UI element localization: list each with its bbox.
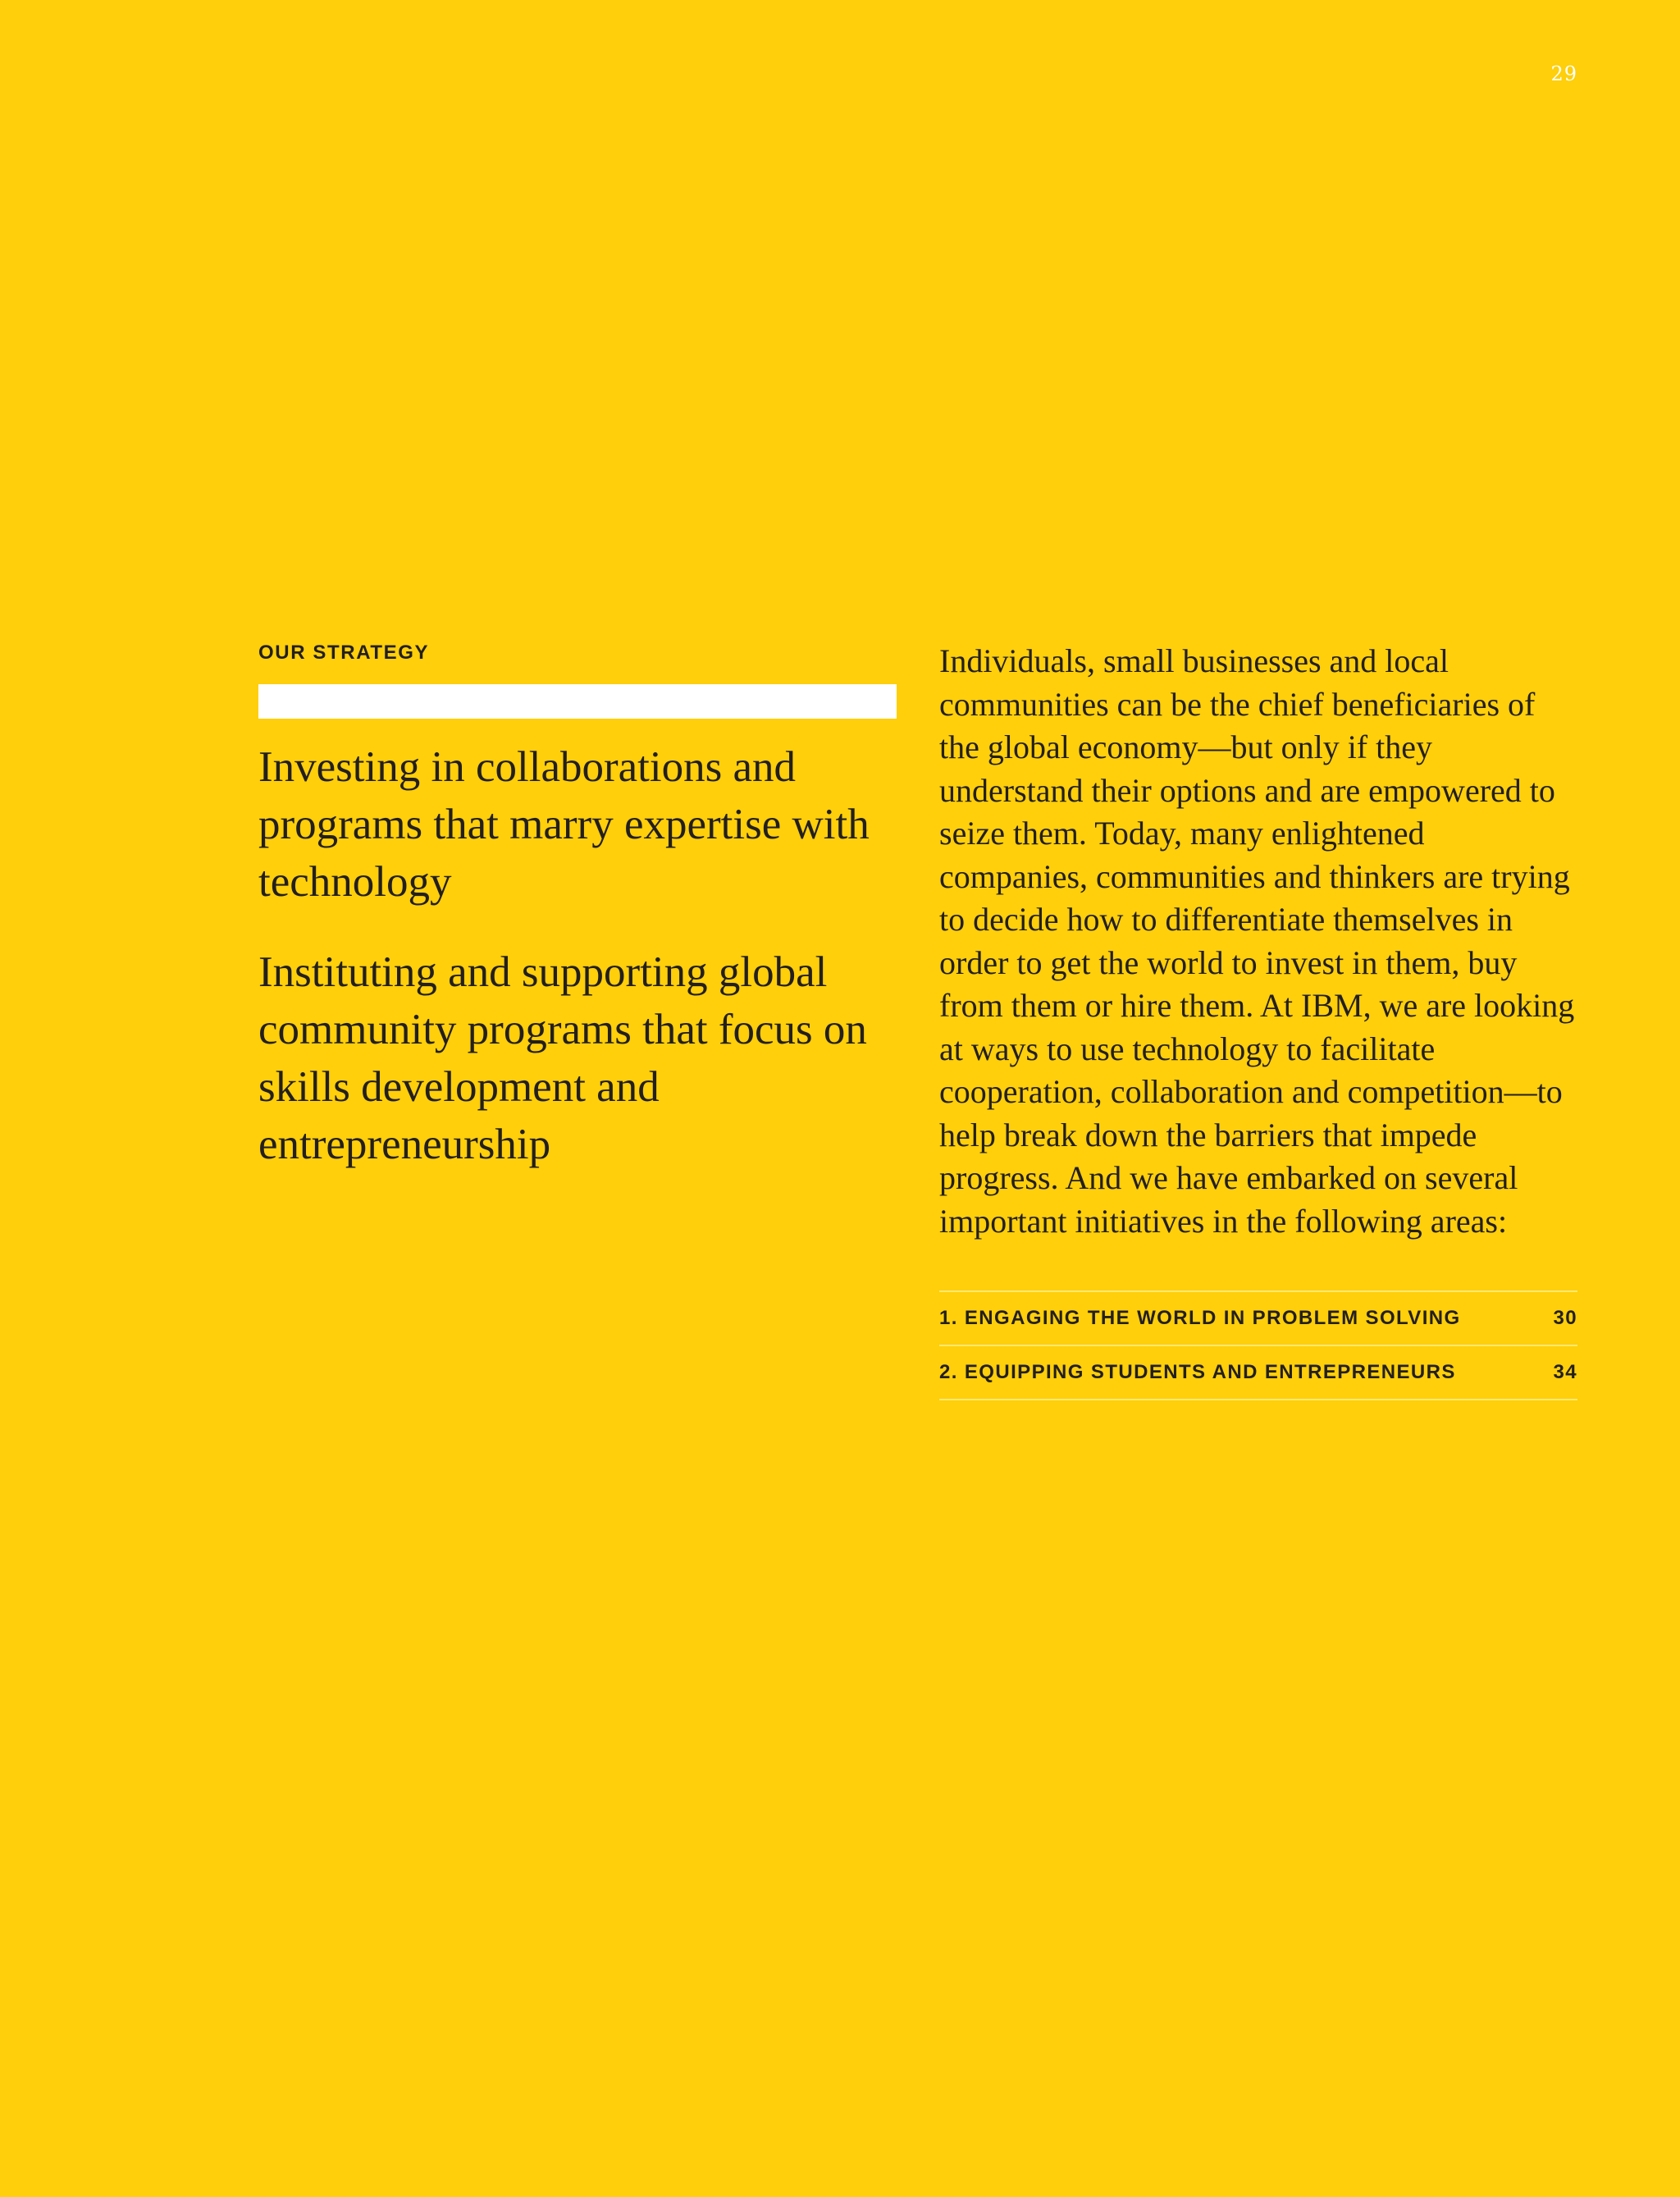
section-label: OUR STRATEGY <box>258 642 430 664</box>
strategy-item-community-programs: Instituting and supporting global community programs that focus on skills development and entrepreneurship <box>258 948 867 1168</box>
toc-item-page: 30 <box>1553 1307 1577 1329</box>
page-number: 29 <box>1550 62 1577 85</box>
toc-item-problem-solving[interactable] <box>939 1292 1577 1346</box>
toc-item-students-entrepreneurs[interactable] <box>939 1346 1577 1400</box>
intro-paragraph: Individuals, small businesses and local communities can be the chief beneficiaries of the global economy—but only if they understand their options and are empowered to seize them. Today, many enlightened companies, communities and thinkers are trying to decide how to differentiate themselves in order to get the world to invest in them, buy from them or hire them. At IBM, we are looking at ways to use technology to facilitate cooperation, collaboration and competition—to help break down the barriers that impede progress. And we have embarked on several important initiatives in the following areas: <box>939 642 1575 1240</box>
table-of-contents <box>939 1290 1577 1400</box>
toc-item-page: 34 <box>1553 1361 1577 1383</box>
intro-column <box>939 640 1577 1400</box>
toc-item-title: 2. EQUIPPING STUDENTS AND ENTREPRENEURS <box>939 1361 1456 1383</box>
toc-item-title: 1. ENGAGING THE WORLD IN PROBLEM SOLVING <box>939 1307 1461 1329</box>
strategy-item-collaborations: Investing in collaborations and programs that marry expertise with technology <box>258 743 870 906</box>
white-accent-bar <box>258 684 897 719</box>
strategy-column <box>258 640 897 1173</box>
